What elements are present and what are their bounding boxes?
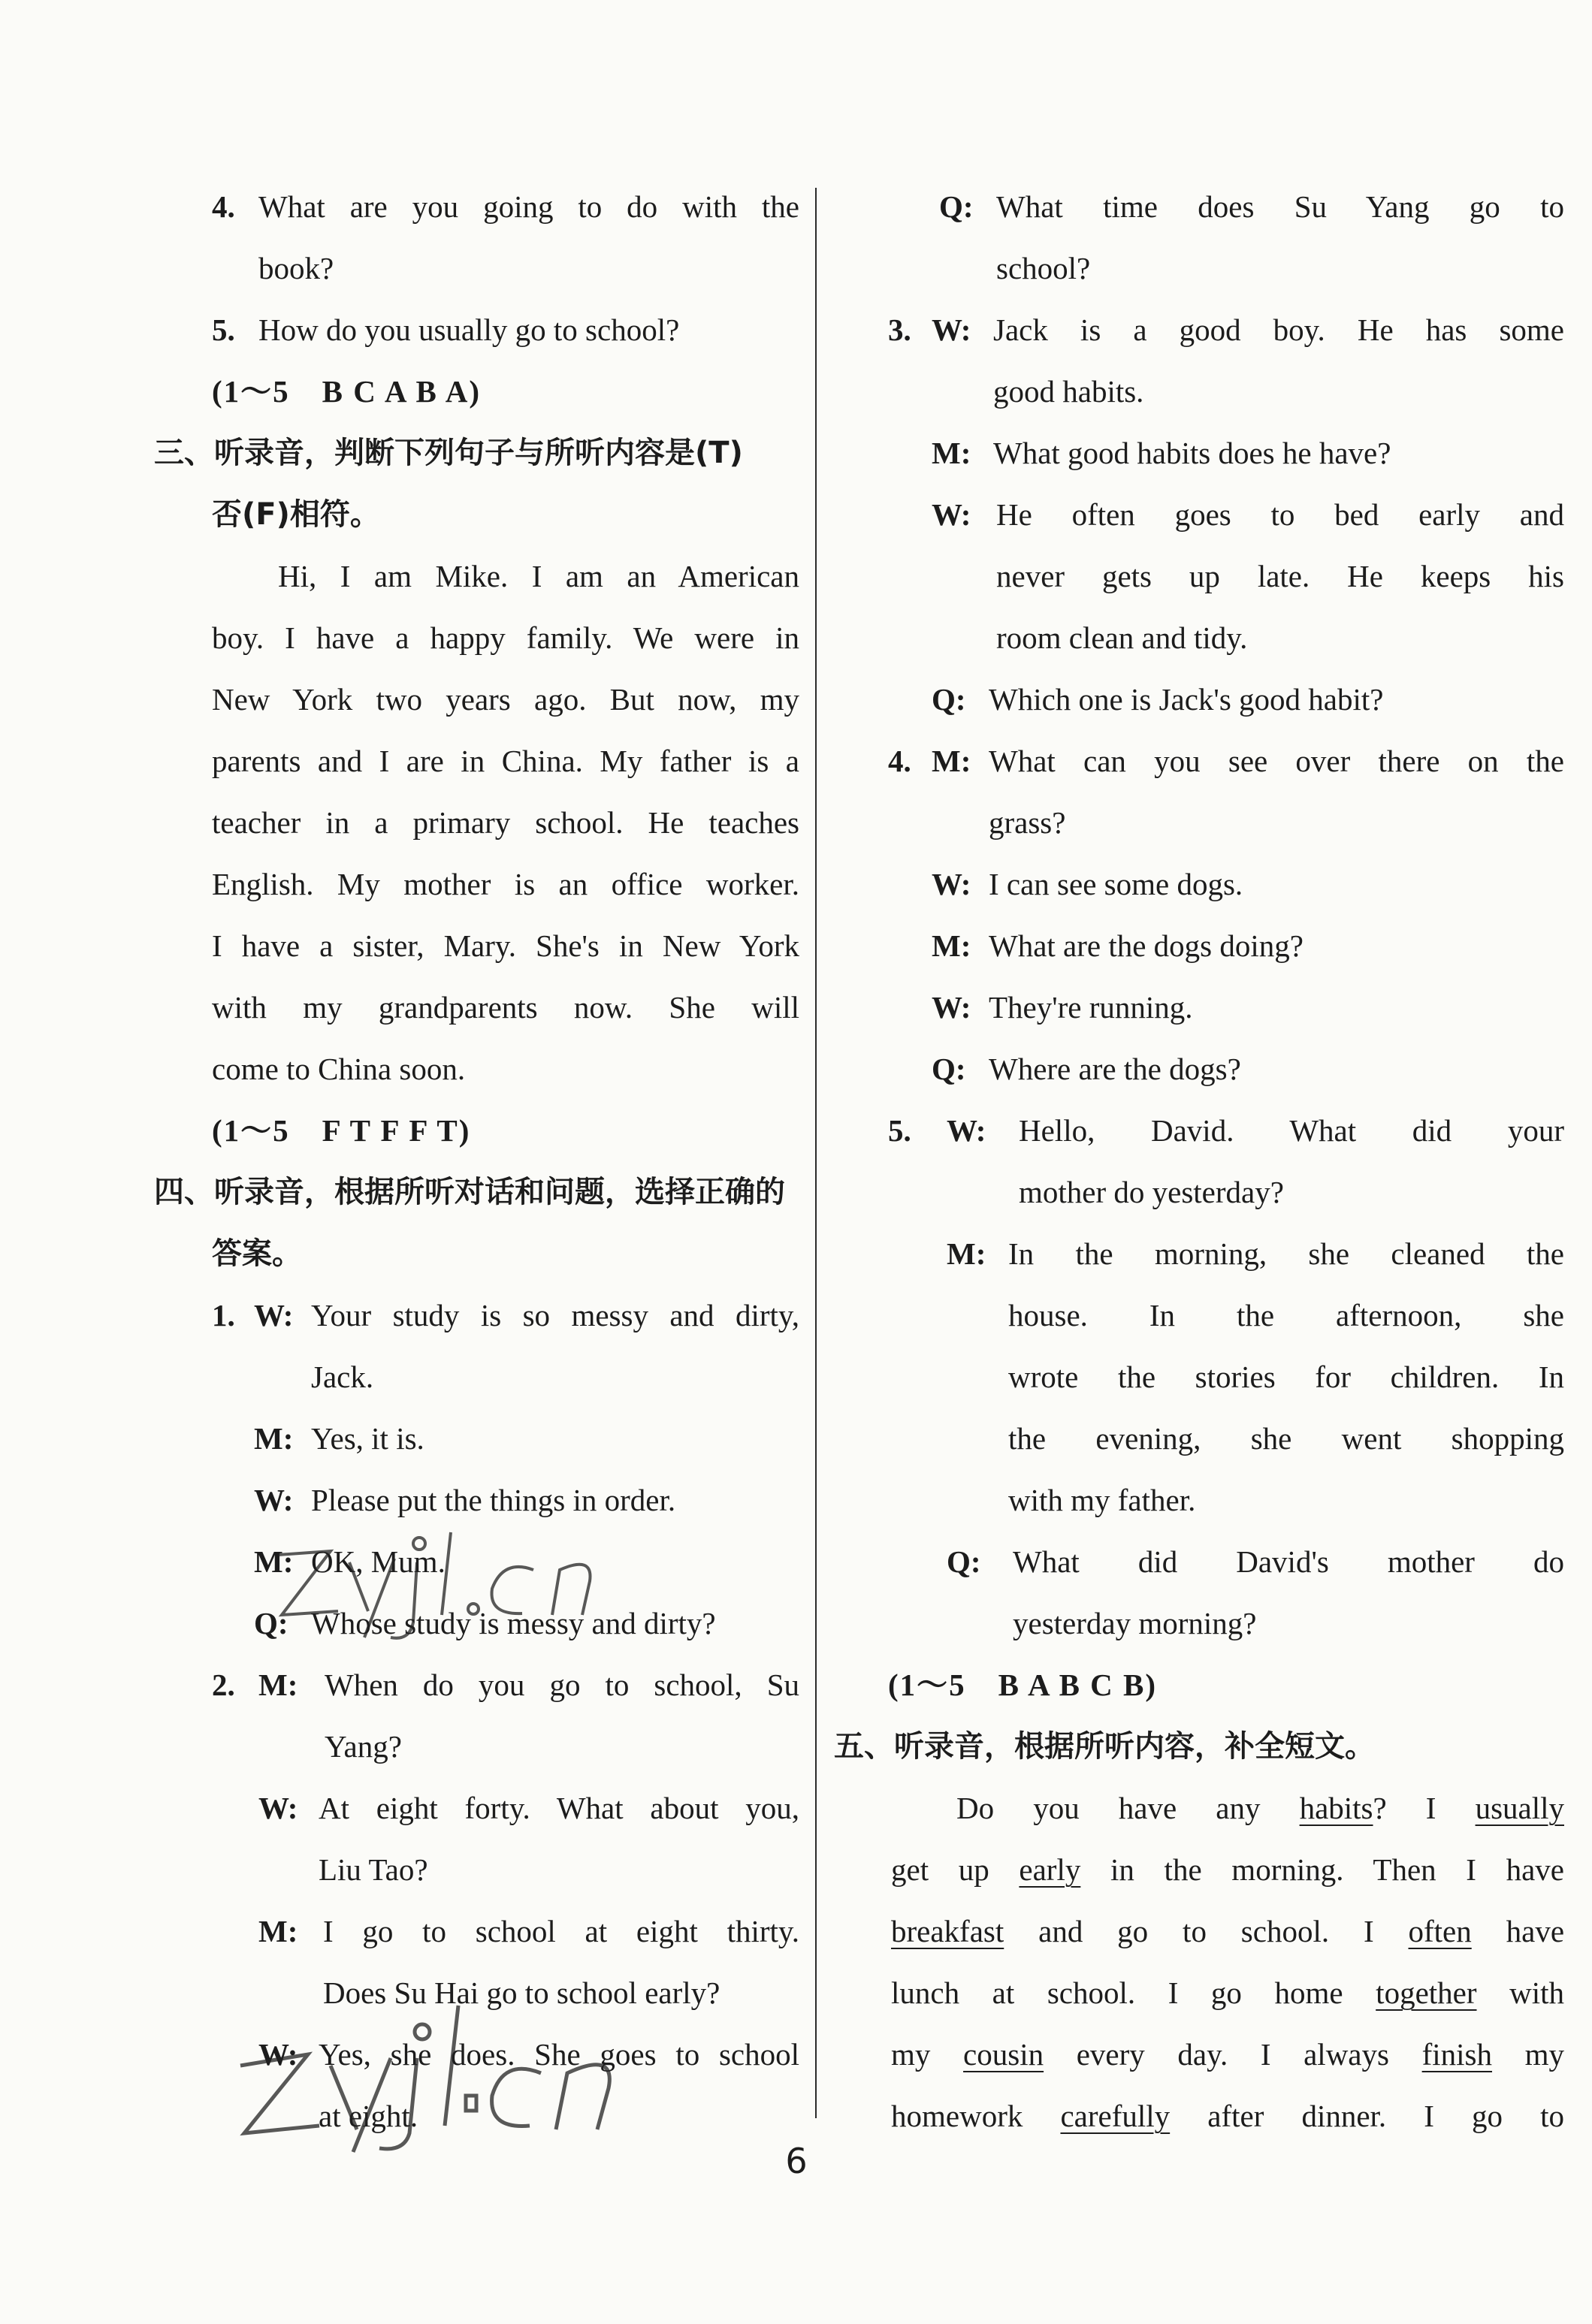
cloze-text: my (891, 2037, 931, 2072)
speaker-label: M: (258, 1914, 298, 1948)
dialogue-line: They're running. (989, 990, 1193, 1025)
passage-line: New York two years ago. But now, my (212, 682, 799, 717)
cloze-text: with (1509, 1975, 1564, 2010)
dialogue-line: never gets up late. He keeps his (996, 559, 1564, 593)
passage-line: with my grandparents now. She will (212, 990, 799, 1025)
speaker-label: M: (947, 1236, 986, 1271)
cloze-text: ? I (1373, 1791, 1436, 1825)
question-text: book? (258, 251, 334, 285)
passage-line: English. My mother is an office worker. (212, 867, 799, 901)
dialogue-line: Yes, it is. (311, 1421, 424, 1456)
cloze-line (891, 2085, 1564, 2147)
dialogue-line: Yang? (325, 1729, 402, 1764)
dialogue-line: Jack is a good boy. He has some (993, 312, 1564, 347)
question-number: 4. (212, 189, 235, 224)
passage-line: boy. I have a happy family. We were in (212, 620, 799, 655)
dialogue-line: I go to school at eight thirty. (323, 1914, 799, 1948)
dialogue-line: Yes, she does. She goes to school (319, 2037, 799, 2072)
cloze-line (891, 1962, 1564, 2024)
cloze-line (891, 1900, 1564, 1962)
dialogue-line: the evening, she went shopping (1008, 1421, 1564, 1456)
speaker-label: M: (258, 1668, 298, 1702)
cloze-text: lunch at school. I go home (891, 1975, 1343, 2010)
speaker-label: Q: (947, 1544, 981, 1579)
watermark-logo (225, 1983, 646, 2156)
speaker-label: W: (258, 1791, 298, 1825)
question-text: What are you going to do with the (258, 189, 799, 224)
cloze-answer: finish (1421, 2037, 1493, 2072)
cloze-text: in the morning. Then I have (1110, 1852, 1565, 1887)
speaker-label: W: (932, 990, 971, 1025)
dialogue-question: What did David's mother do (1013, 1544, 1564, 1579)
dialogue-line: Hello, David. What did your (1019, 1113, 1564, 1148)
dialogue-question: Which one is Jack's good habit? (989, 682, 1384, 717)
speaker-label: M: (254, 1544, 294, 1579)
speaker-label: W: (258, 2037, 298, 2072)
cloze-text: and go to school. I (1038, 1914, 1374, 1948)
cloze-text: homework (891, 2099, 1023, 2133)
dialogue-line: Does Su Hai go to school early? (323, 1975, 720, 2010)
question-number: 4. (888, 744, 911, 778)
cloze-answer: habits (1299, 1791, 1373, 1825)
cloze-answer: early (1019, 1852, 1081, 1887)
speaker-label: M: (932, 744, 971, 778)
dialogue-line: grass? (989, 805, 1066, 840)
dialogue-question: school? (996, 251, 1091, 285)
dialogue-line: at eight. (319, 2099, 418, 2133)
cloze-answer: often (1408, 1914, 1472, 1948)
speaker-label: M: (932, 436, 971, 470)
speaker-label: W: (932, 312, 971, 347)
dialogue-line: OK, Mum. (311, 1544, 446, 1579)
section-title: 四、听录音，根据所听对话和问题，选择正确的 (154, 1175, 785, 1209)
speaker-label: Q: (254, 1606, 288, 1640)
dialogue-line: room clean and tidy. (996, 620, 1248, 655)
section-title: 三、听录音，判断下列句子与所听内容是(T) (154, 436, 743, 470)
speaker-label: M: (254, 1421, 294, 1456)
cloze-line (891, 1839, 1564, 1900)
dialogue-line: What good habits does he have? (993, 436, 1391, 470)
speaker-label: Q: (932, 1052, 966, 1086)
dialogue-line: I can see some dogs. (989, 867, 1243, 901)
dialogue-line: good habits. (993, 374, 1144, 409)
passage-line: teacher in a primary school. He teaches (212, 805, 799, 840)
speaker-label: W: (932, 497, 971, 532)
cloze-answer: usually (1475, 1791, 1564, 1825)
dialogue-line: Your study is so messy and dirty, (311, 1298, 799, 1333)
question-number: 5. (212, 312, 235, 347)
speaker-label: W: (932, 867, 971, 901)
speaker-label: W: (254, 1483, 294, 1517)
dialogue-question: Where are the dogs? (989, 1052, 1241, 1086)
page-number: 6 (785, 2141, 808, 2181)
dialogue-line: Jack. (311, 1360, 374, 1394)
section-title: 五、听录音，根据所听内容，补全短文。 (834, 1729, 1375, 1764)
dialogue-line: Please put the things in order. (311, 1483, 676, 1517)
passage-line: I have a sister, Mary. She's in New York (212, 928, 799, 963)
dialogue-line: mother do yesterday? (1019, 1175, 1284, 1209)
section-title: 答案。 (212, 1236, 302, 1271)
answer-key: (1～5 B A B C B) (888, 1668, 1158, 1702)
dialogue-line: What are the dogs doing? (989, 928, 1304, 963)
question-number: 3. (888, 312, 911, 347)
dialogue-line: In the morning, she cleaned the (1008, 1236, 1564, 1271)
question-text: How do you usually go to school? (258, 312, 680, 347)
cloze-text: get up (891, 1852, 989, 1887)
answer-key: (1～5 B C A B A) (212, 374, 482, 409)
dialogue-line: At eight forty. What about you, (319, 1791, 799, 1825)
cloze-text: have (1506, 1914, 1565, 1948)
cloze-answer: together (1376, 1975, 1477, 2010)
cloze-line (891, 2024, 1564, 2085)
dialogue-line: with my father. (1008, 1483, 1196, 1517)
speaker-label: M: (932, 928, 971, 963)
dialogue-line: wrote the stories for children. In (1008, 1360, 1564, 1394)
cloze-text: after dinner. I go to (1207, 2099, 1565, 2133)
cloze-text: every day. I always (1076, 2037, 1389, 2072)
dialogue-line: Liu Tao? (319, 1852, 428, 1887)
cloze-answer: cousin (963, 2037, 1044, 2072)
answer-key: (1～5 F T F F T) (212, 1113, 471, 1148)
speaker-label: Q: (932, 682, 966, 717)
cloze-answer: breakfast (891, 1914, 1004, 1948)
watermark-logo (263, 1510, 609, 1645)
cloze-line (956, 1777, 1564, 1839)
passage-line: come to China soon. (212, 1052, 466, 1086)
dialogue-question: What time does Su Yang go to (996, 189, 1564, 224)
cloze-answer: carefully (1060, 2099, 1171, 2133)
passage-line: Hi, I am Mike. I am an American (278, 559, 799, 593)
dialogue-question: Whose study is messy and dirty? (311, 1606, 716, 1640)
passage-line: parents and I are in China. My father is a (212, 744, 799, 778)
cloze-text: my (1524, 2037, 1565, 2072)
speaker-label: W: (947, 1113, 986, 1148)
dialogue-line: He often goes to bed early and (996, 497, 1564, 532)
column-divider (815, 188, 817, 2118)
speaker-label: W: (254, 1298, 294, 1333)
dialogue-line: house. In the afternoon, she (1008, 1298, 1564, 1333)
dialogue-line: When do you go to school, Su (325, 1668, 799, 1702)
section-title: 否(F)相符。 (212, 497, 380, 532)
question-number: 5. (888, 1113, 911, 1148)
question-number: 1. (212, 1298, 235, 1333)
question-number: 2. (212, 1668, 235, 1702)
cloze-text: Do you have any (956, 1791, 1261, 1825)
speaker-label: Q: (939, 189, 974, 224)
dialogue-question: yesterday morning? (1013, 1606, 1257, 1640)
dialogue-line: What can you see over there on the (989, 744, 1564, 778)
